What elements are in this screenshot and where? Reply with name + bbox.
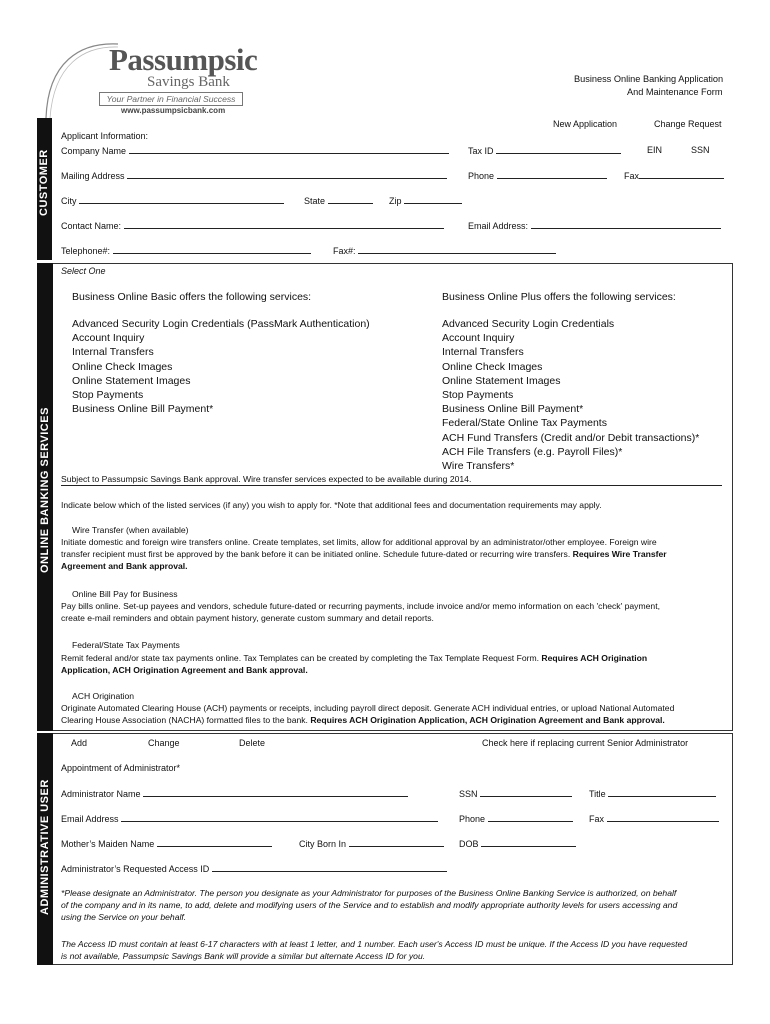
- form-title: Business Online Banking Application: [574, 74, 724, 84]
- admin-ssn-field[interactable]: SSN: [459, 787, 572, 800]
- plus-heading[interactable]: Business Online Plus offers the following services:: [442, 291, 676, 303]
- list-item: Online Check Images: [442, 360, 543, 373]
- bill-pay-description: Pay bills online. Set-up payees and vendors, schedule future-dated or recurring payments, include invoice and/or memo information on each 'check' payment, create e-mail reminders and obtain payment history, generate custom summary and detail reports.: [61, 601, 660, 623]
- ach-origination-description: Originate Automated Clearing House (ACH) payments or receipts, including payroll direct deposit. Generate ACH individual entries, or upload National Automated Clearing House Association (NACHA) formatted files to the bank. Requires ACH Origination Application, ACH Origination Agreement and Bank approval.: [61, 703, 675, 725]
- ach-origination-option[interactable]: ACH Origination: [72, 691, 135, 701]
- access-id-field[interactable]: Administrator’s Requested Access ID: [61, 862, 447, 875]
- list-item: ACH File Transfers (e.g. Payroll Files)*: [442, 445, 623, 458]
- plus-services-list: [442, 317, 699, 473]
- administrator-designation-note: *Please designate an Administrator. The person you designate as your Administrator for purposes of the Business Online Banking Service is authorized, on behalf of the company and in its name, to add, delete and modifying users of the Service and to establish and modify appropriate authority levels for users accessing and using the Service on your behalf.: [61, 888, 678, 922]
- approval-note: Subject to Passumpsic Savings Bank approval. Wire transfer services expected to be available during 2014.: [61, 473, 722, 486]
- fax-field[interactable]: Fax: [624, 169, 724, 182]
- change-option[interactable]: Change: [148, 738, 180, 748]
- replace-senior-admin-option[interactable]: Check here if replacing current Senior Administrator: [482, 738, 689, 748]
- zip-field[interactable]: Zip: [389, 194, 462, 207]
- tax-payments-description: Remit federal and/or state tax payments online. Tax Templates can be created by completing the Tax Template Request Form. Requires ACH Origination Application, ACH Origination Agreement and Bank approval.: [61, 653, 648, 675]
- list-item: Internal Transfers: [72, 346, 154, 359]
- list-item: ACH Fund Transfers (Credit and/or Debit transactions)*: [442, 431, 700, 444]
- change-request-option[interactable]: Change Request: [654, 119, 722, 129]
- add-option[interactable]: Add: [71, 738, 88, 748]
- list-item: Online Statement Images: [442, 374, 561, 387]
- list-item: Stop Payments: [442, 389, 514, 402]
- list-item: Online Statement Images: [72, 374, 191, 387]
- admin-email-field[interactable]: Email Address: [61, 812, 438, 825]
- access-id-note: The Access ID must contain at least 6-17 characters with at least 1 letter, and 1 number. Each user's Access ID must be unique. If the Access ID you have requested is not available, Passumpsic Savings Bank will provide a similar but alternate Access ID for you.: [61, 939, 688, 961]
- list-item: Advanced Security Login Credentials (PassMark Authentication): [72, 318, 370, 330]
- bill-pay-option[interactable]: Online Bill Pay for Business: [72, 589, 178, 599]
- basic-services-list: [72, 317, 370, 416]
- company-name-field[interactable]: Company Name: [61, 144, 449, 157]
- logo-swoosh-icon: [40, 40, 120, 120]
- list-item: Federal/State Online Tax Payments: [442, 417, 607, 430]
- ein-option[interactable]: EIN: [647, 145, 663, 155]
- basic-heading[interactable]: Business Online Basic offers the following services:: [72, 291, 312, 303]
- email-address-field[interactable]: Email Address:: [468, 219, 721, 232]
- tax-id-field[interactable]: Tax ID: [468, 144, 621, 157]
- city-field[interactable]: City: [61, 194, 284, 207]
- list-item: Stop Payments: [72, 389, 144, 402]
- dob-field[interactable]: DOB: [459, 837, 576, 850]
- admin-section-label: ADMINISTRATIVE USER: [37, 733, 53, 965]
- phone-field[interactable]: Phone: [468, 169, 607, 182]
- list-item: Wire Transfers*: [442, 460, 515, 473]
- logo-tagline: Your Partner in Financial Success: [99, 92, 243, 106]
- list-item: Advanced Security Login Credentials: [442, 318, 615, 330]
- applicant-info-label: Applicant Information:: [61, 131, 149, 141]
- indicate-note: Indicate below which of the listed services (if any) you wish to apply for. *Note that additional fees and documentation requirements may apply.: [61, 500, 602, 510]
- admin-phone-field[interactable]: Phone: [459, 812, 573, 825]
- list-item: Internal Transfers: [442, 346, 524, 359]
- contact-name-field[interactable]: Contact Name:: [61, 219, 444, 232]
- wire-transfer-description: Initiate domestic and foreign wire transfers online. Create templates, set limits, allow for additional approval by an administrator/other employee. Foreign wire transfer recipient must first be approved by the bank before it can be initiated online. Schedule future-dated or recurring wire transfers. Requires Wire Transfer Agreement and Bank approval.: [61, 537, 667, 571]
- wire-transfer-option[interactable]: Wire Transfer (when available): [72, 525, 189, 535]
- customer-section-label: CUSTOMER: [37, 118, 52, 260]
- admin-fax-field[interactable]: Fax: [589, 812, 719, 825]
- ssn-option[interactable]: SSN: [691, 145, 710, 155]
- admin-name-field[interactable]: Administrator Name: [61, 787, 408, 800]
- telephone-field[interactable]: Telephone#:: [61, 244, 311, 257]
- select-one-label: Select One: [61, 266, 106, 276]
- logo-url: www.passumpsicbank.com: [121, 106, 226, 115]
- appointment-label: Appointment of Administrator*: [61, 763, 181, 773]
- list-item: Business Online Bill Payment*: [72, 403, 214, 416]
- list-item: Account Inquiry: [72, 332, 145, 345]
- fax2-field[interactable]: Fax#:: [333, 244, 556, 257]
- list-item: Online Check Images: [72, 360, 173, 373]
- list-item: Business Online Bill Payment*: [442, 403, 584, 416]
- maiden-name-field[interactable]: Mother’s Maiden Name: [61, 837, 272, 850]
- delete-option[interactable]: Delete: [239, 738, 266, 748]
- logo-subname: Savings Bank: [147, 74, 230, 90]
- state-field[interactable]: State: [304, 194, 373, 207]
- form-subtitle: And Maintenance Form: [627, 87, 723, 97]
- services-section-label: ONLINE BANKING SERVICES: [37, 263, 53, 731]
- admin-title-field[interactable]: Title: [589, 787, 716, 800]
- list-item: Account Inquiry: [442, 332, 515, 345]
- mailing-address-field[interactable]: Mailing Address: [61, 169, 447, 182]
- tax-payments-option[interactable]: Federal/State Tax Payments: [72, 640, 180, 650]
- logo-name: Passumpsic: [109, 42, 258, 77]
- new-application-option[interactable]: New Application: [553, 119, 618, 129]
- city-born-field[interactable]: City Born In: [299, 837, 444, 850]
